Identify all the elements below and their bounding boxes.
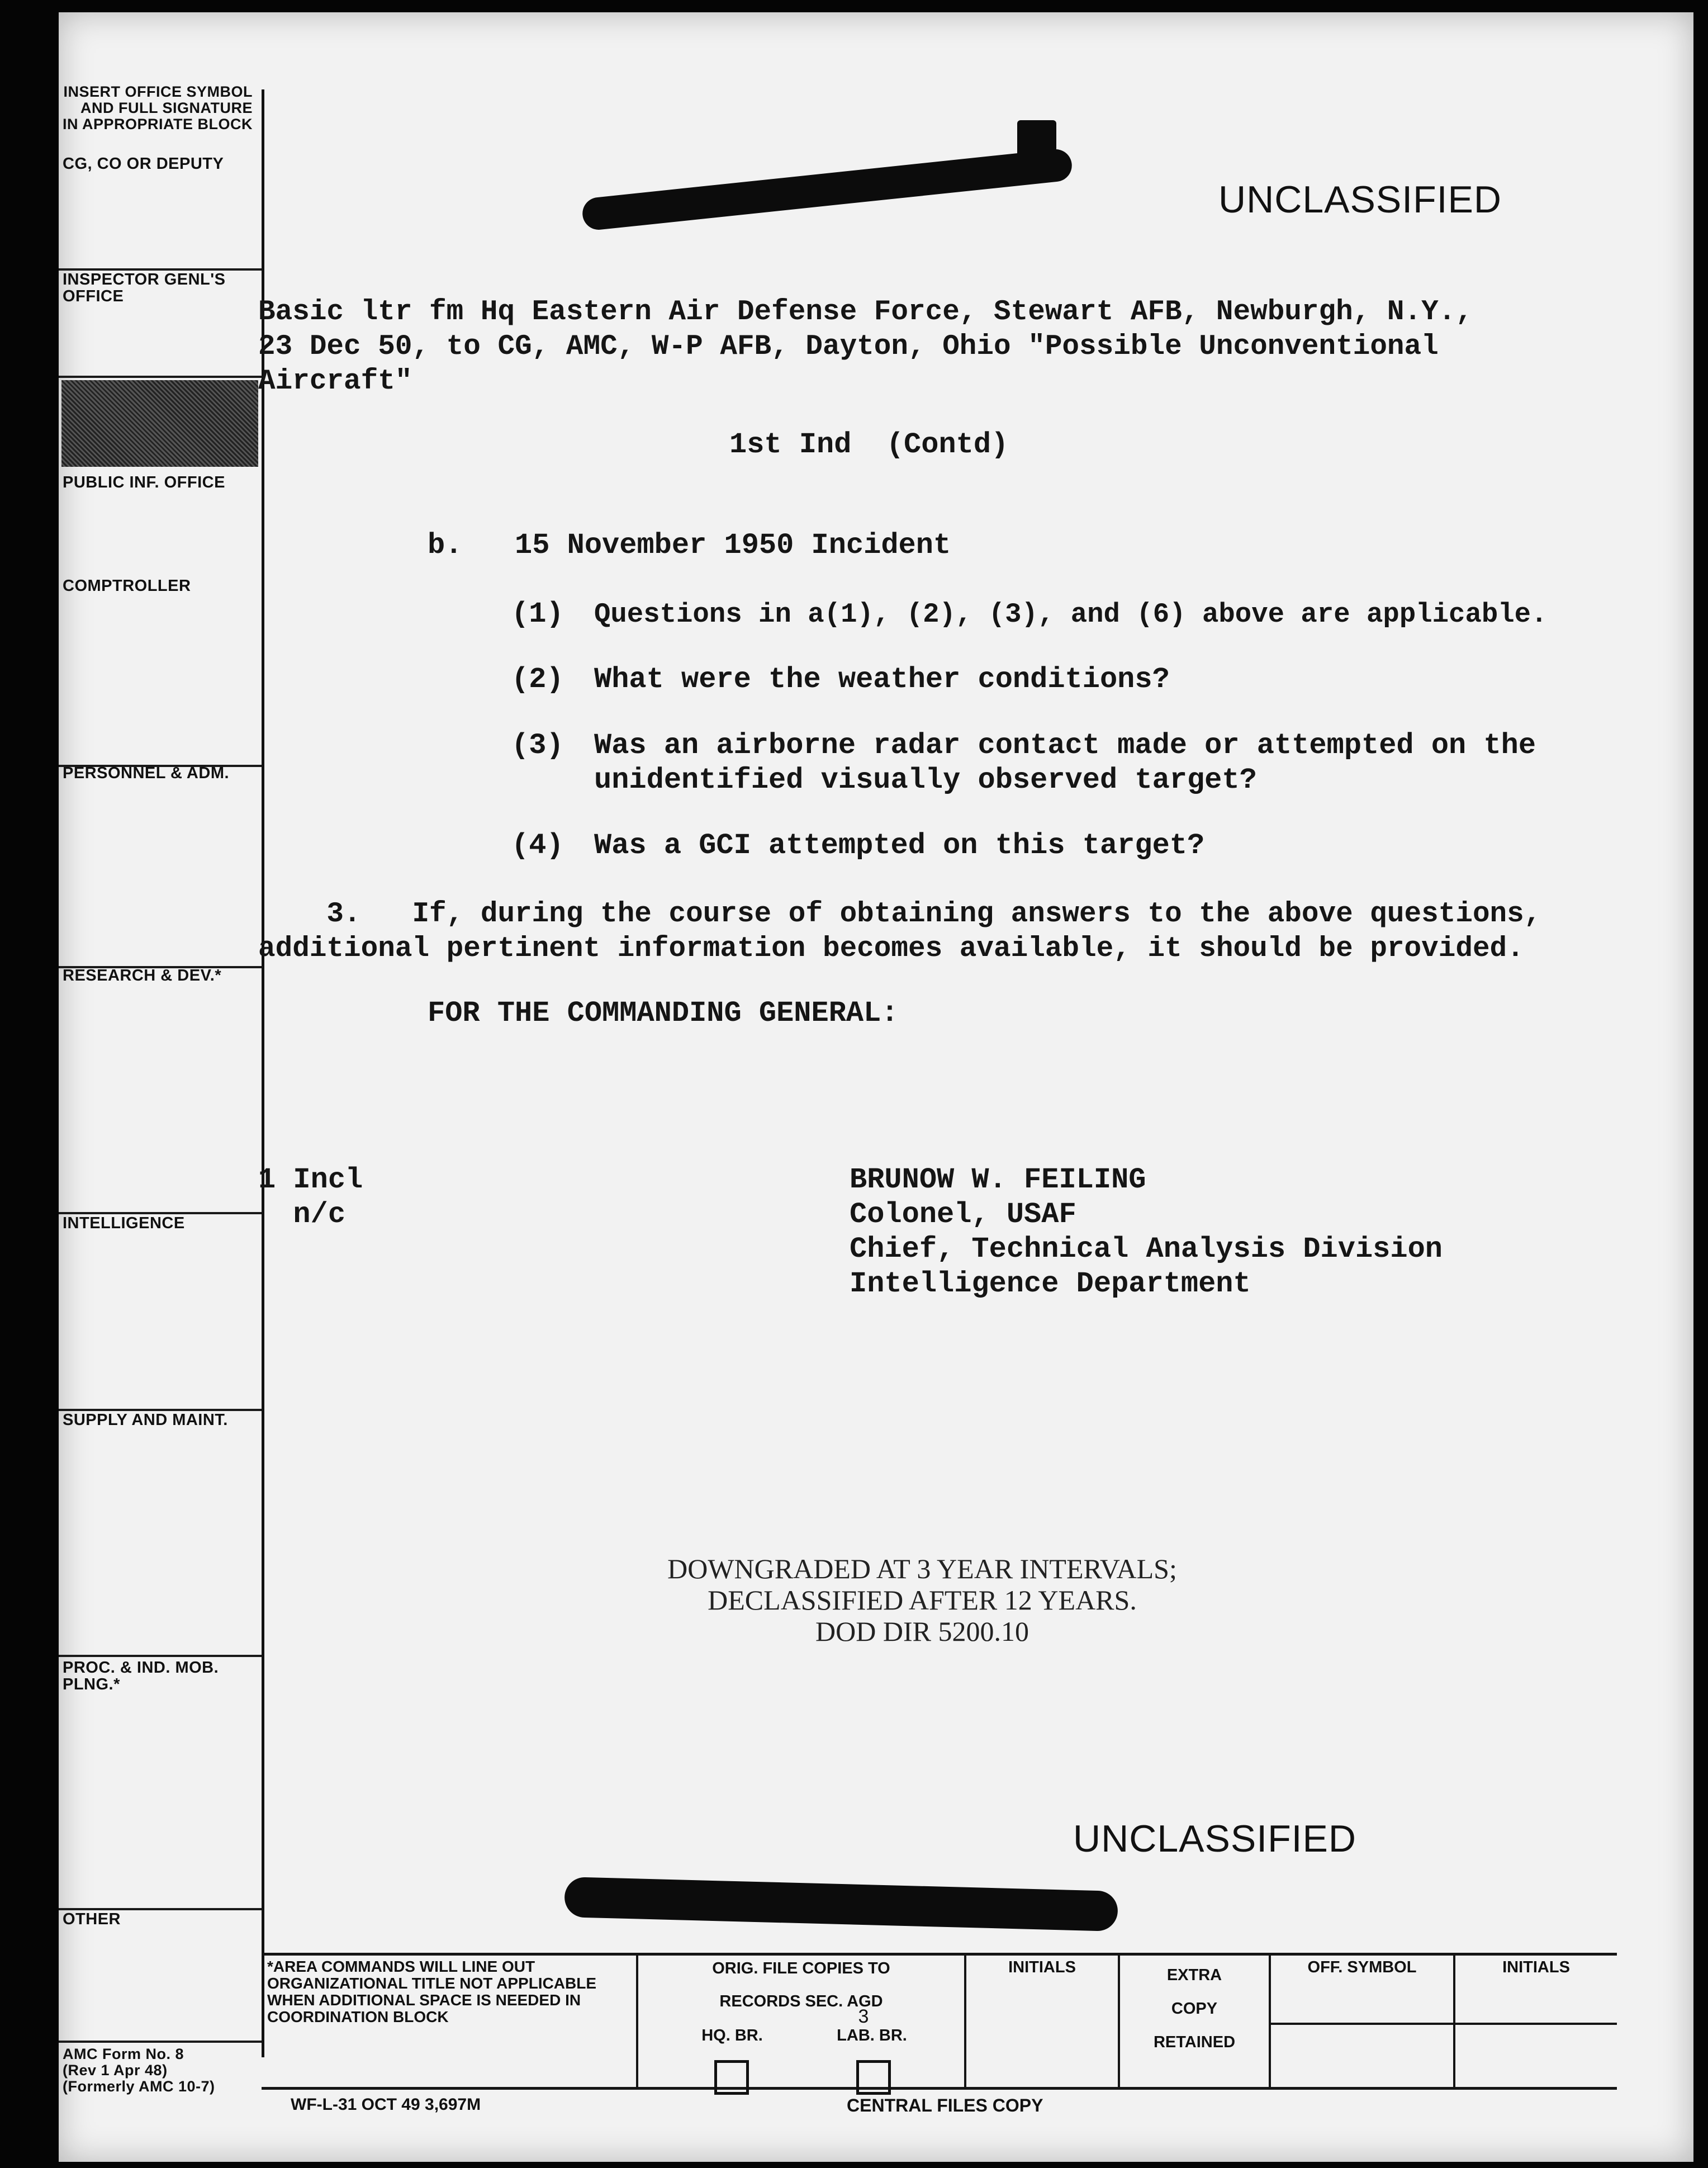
sidebar-header: INSERT OFFICE SYMBOL AND FULL SIGNATURE IN APPROPRIATE BLOCK [63, 83, 253, 132]
hq-br-checkbox[interactable] [714, 2060, 749, 2095]
form-id: AMC Form No. 8 (Rev 1 Apr 48) (Formerly AMC 10-7) [63, 2046, 215, 2095]
question-text: What were the weather conditions? [594, 663, 1170, 696]
sidebar-item-comptroller: COMPTROLLER [63, 577, 191, 595]
records-count: 3 [858, 2006, 869, 2027]
orig-file-copies-label: ORIG. FILE COPIES TO [712, 1959, 890, 1977]
sidebar-item-public-inf: PUBLIC INF. OFFICE [63, 474, 225, 491]
signature-block: BRUNOW W. FEILING Colonel, USAF Chief, Technical Analysis Division Intelligence Department [850, 1163, 1443, 1300]
classification-stamp-bottom: UNCLASSIFIED [1073, 1817, 1356, 1860]
redaction-mark-top [1017, 120, 1056, 173]
sidebar-rule [59, 2041, 262, 2043]
sidebar-item-personnel: PERSONNEL & ADM. [63, 764, 230, 782]
indorsement-heading: 1st Ind (Contd) [729, 428, 1009, 461]
sidebar-item-supply: SUPPLY AND MAINT. [63, 1411, 228, 1429]
sidebar-item-intelligence: INTELLIGENCE [63, 1214, 185, 1232]
initials-label: INITIALS [1008, 1958, 1076, 1976]
classification-stamp-top: UNCLASSIFIED [1218, 178, 1502, 221]
sidebar-item-proc: PROC. & IND. MOB. PLNG.* [63, 1659, 219, 1693]
sidebar-rule [59, 1655, 262, 1657]
initials-label: INITIALS [1502, 1958, 1570, 1976]
paragraph-3: 3. If, during the course of obtaining answers to the above questions, additional pertinent information becomes available, it should be provided. [258, 898, 1541, 965]
records-sec-label: RECORDS SEC. AGD [719, 1992, 883, 2010]
coord-row-rule [1269, 2023, 1617, 2025]
enclosure-note: 1 Incl n/c [258, 1163, 363, 1231]
sidebar-rule [59, 376, 262, 378]
question-text: Was an airborne radar contact made or attempted on the unidentified visually observed target? [594, 729, 1536, 797]
print-code: WF-L-31 OCT 49 3,697M [291, 2095, 481, 2114]
sidebar-item-cg: CG, CO OR DEPUTY [63, 155, 224, 173]
question-number: (2) [511, 663, 564, 696]
coord-top-rule [262, 1953, 1617, 1956]
sidebar-item-research: RESEARCH & DEV.* [63, 967, 222, 984]
question-number: (1) [511, 598, 564, 631]
off-symbol-label: OFF. SYMBOL [1307, 1958, 1417, 1976]
sidebar-item-other: OTHER [63, 1910, 121, 1928]
lab-br-label: LAB. BR. [837, 2027, 907, 2044]
question-text: Questions in a(1), (2), (3), and (6) above are applicable. [594, 599, 1548, 630]
sidebar-item-inspector: INSPECTOR GENL'S OFFICE [63, 271, 226, 305]
extra-copy-label: EXTRA COPY RETAINED [1153, 1966, 1236, 2051]
question-text: Was a GCI attempted on this target? [594, 829, 1205, 862]
downgrade-notice: DOWNGRADED AT 3 YEAR INTERVALS; DECLASSIFIED AFTER 12 YEARS. DOD DIR 5200.10 [667, 1553, 1177, 1647]
redacted-sidebar-block [61, 380, 258, 467]
question-number: (4) [511, 829, 564, 862]
central-files-copy: CENTRAL FILES COPY [847, 2095, 1043, 2115]
coord-bottom-rule [262, 2087, 1617, 2090]
section-b-heading: b. 15 November 1950 Incident [428, 529, 951, 562]
closing-line: FOR THE COMMANDING GENERAL: [428, 997, 899, 1030]
lab-br-checkbox[interactable] [856, 2060, 891, 2095]
basic-letter-reference: Basic ltr fm Hq Eastern Air Defense Force, Stewart AFB, Newburgh, N.Y., 23 Dec 50, to CG, AMC, W-P AFB, Dayton, Ohio "Possible Unconventional Aircraft" [258, 296, 1473, 397]
hq-br-label: HQ. BR. [701, 2027, 763, 2044]
coordination-note: *AREA COMMANDS WILL LINE OUT ORGANIZATIONAL TITLE NOT APPLICABLE WHEN ADDITIONAL SPACE IS NEEDED IN COORDINATION BLOCK [267, 1958, 597, 2025]
question-number: (3) [511, 729, 564, 762]
